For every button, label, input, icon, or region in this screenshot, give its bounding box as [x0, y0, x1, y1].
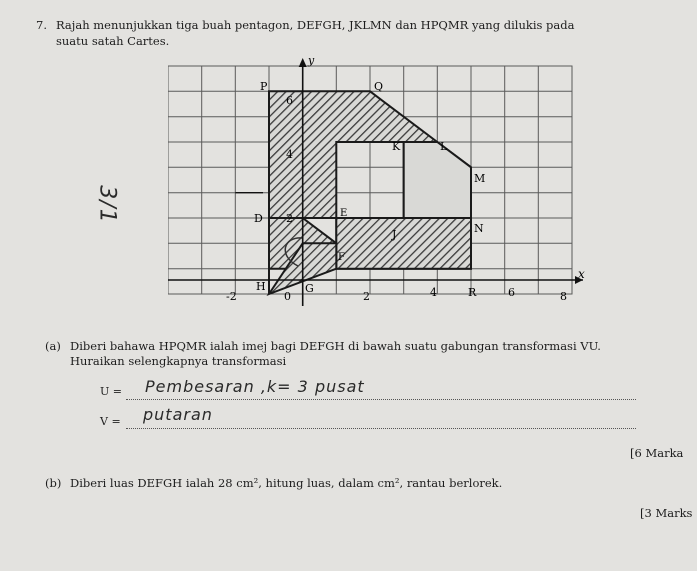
point-label-f: F — [338, 252, 345, 263]
part-b-marks: [3 Marks — [640, 506, 693, 520]
margin-scribble: 3/1 — [94, 185, 120, 224]
point-label-q: Q — [374, 80, 384, 93]
part-b-label: (b) — [45, 476, 62, 490]
y-tick: 2 — [286, 212, 293, 225]
part-a-label: (a) — [45, 339, 61, 353]
x-tick: -2 — [226, 290, 237, 303]
v-answer-line — [126, 428, 636, 429]
x-axis-label: x — [578, 267, 585, 281]
x-tick: 8 — [560, 290, 567, 303]
part-a-marks: [6 Marka — [630, 446, 684, 460]
u-answer-line — [126, 399, 636, 400]
v-label: V = — [100, 415, 121, 428]
part-b-text: Diberi luas DEFGH ialah 28 cm², hitung luas, dalam cm², rantau berlorek. — [70, 476, 503, 490]
u-label: U = — [100, 385, 122, 398]
point-label-j: J — [392, 228, 397, 241]
y-tick: 4 — [286, 148, 293, 161]
point-label-p: P — [260, 80, 268, 93]
x-tick: 0 — [284, 290, 291, 303]
x-tick: 4 — [430, 286, 437, 299]
shaded-band — [336, 218, 471, 269]
question-line-2: suatu satah Cartes. — [56, 34, 170, 48]
point-label-r: R — [468, 286, 477, 299]
x-tick: 6 — [508, 286, 515, 299]
point-label-e: E — [340, 208, 348, 219]
x-tick: 2 — [363, 290, 370, 303]
cartesian-diagram — [168, 56, 588, 316]
point-label-d: D — [254, 212, 263, 225]
point-label-l: L — [440, 140, 448, 153]
point-label-h: H — [256, 280, 266, 293]
pentagon-jklmn — [404, 142, 471, 218]
point-label-m: M — [474, 172, 486, 185]
point-label-n: N — [474, 222, 484, 235]
part-a-instruction: Huraikan selengkapnya transformasi — [70, 354, 287, 368]
question-line-1: Rajah menunjukkan tiga buah pentagon, DEFGH, JKLMN dan HPQMR yang dilukis pada — [56, 18, 575, 32]
question-number: 7. — [36, 18, 47, 32]
part-a-text: Diberi bahawa HPQMR ialah imej bagi DEFGH di bawah suatu gabungan transformasi VU. — [70, 339, 601, 353]
point-label-g: G — [305, 282, 314, 295]
y-tick: 6 — [286, 94, 293, 107]
y-axis-label: y — [308, 56, 315, 67]
u-answer: Pembesaran ,k= 3 pusat — [145, 377, 365, 396]
point-label-k: K — [392, 140, 401, 153]
v-answer: putaran — [143, 405, 213, 424]
